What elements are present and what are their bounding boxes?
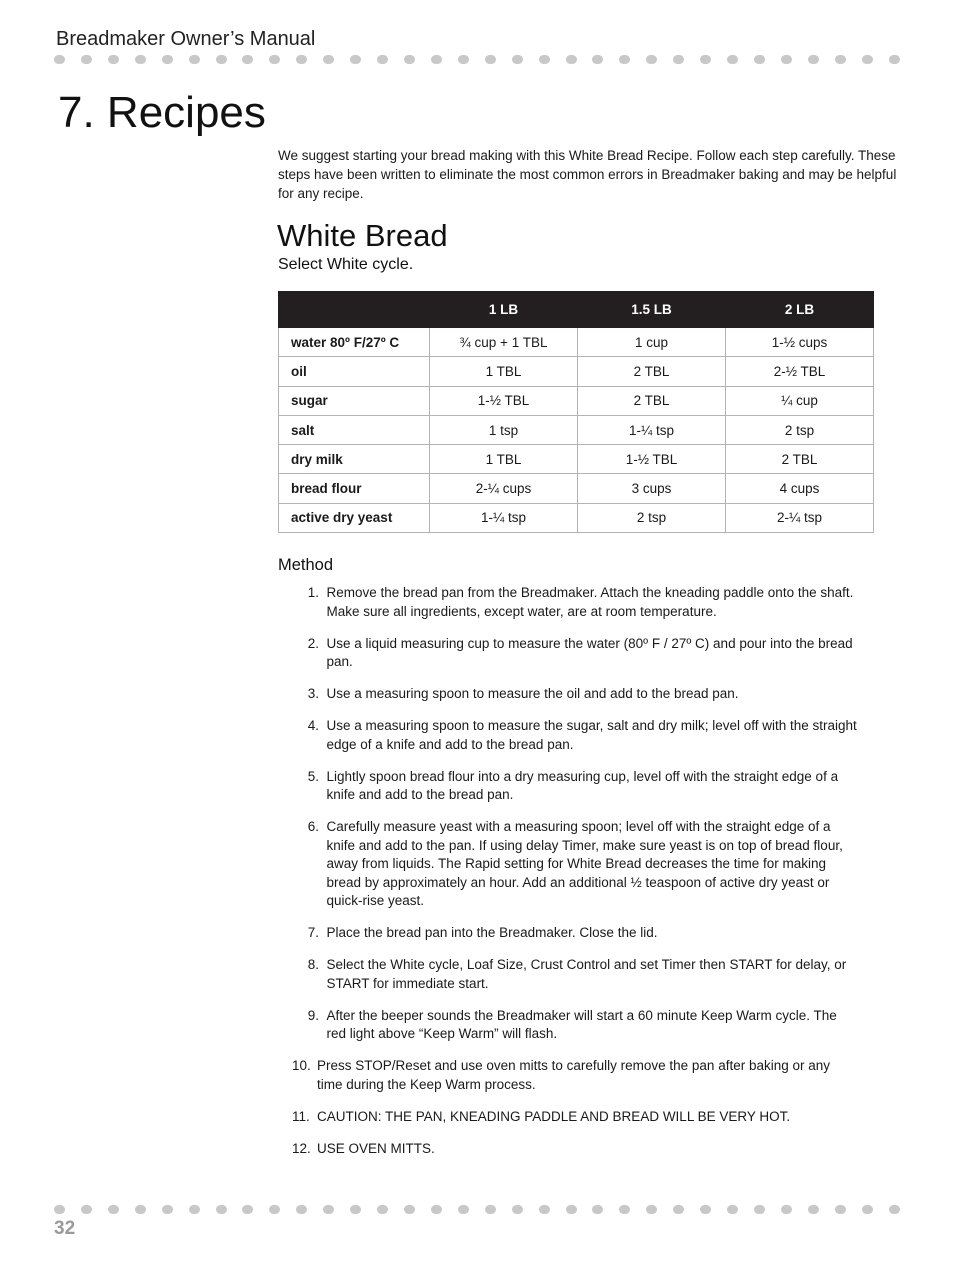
divider-dot [323, 55, 334, 64]
divider-dot [835, 55, 846, 64]
method-step [292, 584, 858, 621]
step-number: 12. [292, 1140, 311, 1156]
divider-dot [54, 55, 65, 64]
step-text: Lightly spoon bread flour into a dry measuring cup, level off with the straight edge of a knife and add to the bread pan. [326, 768, 839, 802]
method-step [292, 1007, 858, 1044]
step-text: CAUTION: THE PAN, KNEADING PADDLE AND BREAD WILL BE VERY HOT. [317, 1108, 791, 1124]
table-row [279, 445, 874, 474]
step-text: Use a liquid measuring cup to measure the water (80º F / 27º C) and pour into the bread pan. [326, 635, 853, 669]
divider-dot [404, 1205, 415, 1214]
table-header-cell [279, 292, 430, 328]
ingredient-name: salt [279, 415, 430, 444]
divider-dot [377, 1205, 388, 1214]
step-number: 7. [307, 925, 319, 940]
step-number: 1. [307, 585, 319, 600]
step-number: 2. [307, 635, 319, 651]
amount-cell: 2-½ TBL [726, 357, 874, 386]
cycle-note: Select White cycle. [278, 256, 414, 273]
divider-dot [727, 1205, 738, 1214]
page-number: 32 [54, 1218, 76, 1239]
table-row [279, 328, 874, 357]
divider-dot [862, 55, 873, 64]
method-heading: Method [278, 556, 334, 574]
method-step [292, 685, 858, 704]
divider-dot [862, 1205, 873, 1214]
step-number: 3. [307, 686, 319, 701]
table-row [279, 503, 874, 532]
amount-cell: 1 cup [578, 328, 726, 357]
divider-dot [727, 55, 738, 64]
table-header-cell: 1 LB [430, 292, 578, 328]
amount-cell: 2 TBL [578, 357, 726, 386]
divider-dot [377, 55, 388, 64]
divider-dot [431, 1205, 442, 1214]
step-text: Use a measuring spoon to measure the sugar, salt and dry milk; level off with the straight edge of a knife and add to the bread pan. [326, 718, 857, 752]
step-number: 4. [307, 718, 319, 733]
table-header-cell: 1.5 LB [578, 292, 726, 328]
method-steps-list [292, 584, 858, 1172]
divider-dot [216, 55, 227, 64]
amount-cell: 1 tsp [430, 415, 578, 444]
ingredient-name: active dry yeast [279, 503, 430, 532]
footer-dot-divider [54, 1203, 900, 1215]
divider-dot [889, 55, 900, 64]
table-row [279, 415, 874, 444]
table-row [279, 474, 874, 503]
divider-dot [404, 55, 415, 64]
divider-dot [81, 55, 92, 64]
divider-dot [108, 1205, 119, 1214]
divider-dot [135, 1205, 146, 1214]
table-row [279, 357, 874, 386]
intro-paragraph: We suggest starting your bread making with this White Bread Recipe. Follow each step carefully. These steps have been written to eliminate the most common errors in Breadmaker baking and may be helpful for any recipe. [278, 148, 897, 201]
divider-dot [135, 55, 146, 64]
method-step [292, 1057, 858, 1094]
divider-dot [700, 55, 711, 64]
amount-cell: 2 tsp [578, 503, 726, 532]
divider-dot [592, 1205, 603, 1214]
divider-dot [350, 1205, 361, 1214]
amount-cell: 2 TBL [578, 386, 726, 415]
method-step [292, 717, 858, 754]
ingredient-name: water 80º F/27º C [279, 328, 430, 357]
divider-dot [673, 55, 684, 64]
divider-dot [808, 55, 819, 64]
divider-dot [458, 55, 469, 64]
divider-dot [296, 55, 307, 64]
divider-dot [485, 55, 496, 64]
divider-dot [754, 55, 765, 64]
divider-dot [566, 55, 577, 64]
method-step [292, 924, 858, 943]
step-number: 8. [307, 957, 319, 972]
divider-dot [296, 1205, 307, 1214]
step-text: After the beeper sounds the Breadmaker will start a 60 minute Keep Warm cycle. The red light above “Keep Warm” will flash. [326, 1007, 837, 1041]
divider-dot [323, 1205, 334, 1214]
step-number: 11. [292, 1108, 310, 1124]
amount-cell: 1 TBL [430, 357, 578, 386]
table-header-cell: 2 LB [726, 292, 874, 328]
divider-dot [162, 1205, 173, 1214]
divider-dot [54, 1205, 65, 1214]
divider-dot [189, 55, 200, 64]
step-text: Select the White cycle, Loaf Size, Crust Control and set Timer then START for delay, or START for immediate start. [326, 957, 847, 991]
method-step [292, 1108, 858, 1127]
amount-cell: 2-¼ cups [430, 474, 578, 503]
divider-dot [754, 1205, 765, 1214]
divider-dot [539, 55, 550, 64]
divider-dot [458, 1205, 469, 1214]
divider-dot [646, 55, 657, 64]
amount-cell: 1-½ TBL [578, 445, 726, 474]
amount-cell: ¼ cup [726, 386, 874, 415]
step-text: Remove the bread pan from the Breadmaker. Attach the kneading paddle onto the shaft. Make sure all ingredients, except water, are at room temperature. [326, 585, 854, 619]
amount-cell: 1-¼ tsp [430, 503, 578, 532]
divider-dot [108, 55, 119, 64]
amount-cell: 4 cups [726, 474, 874, 503]
amount-cell: 3 cups [578, 474, 726, 503]
ingredient-name: sugar [279, 386, 430, 415]
divider-dot [619, 1205, 630, 1214]
step-text: Carefully measure yeast with a measuring spoon; level off with the straight edge of a knife and add to the pan. If using delay Timer, make sure yeast is on top of bread flour, away from liquids. The Rapid setting for White Bread decreases the time for making bread by approximately an hour. Add an additional ½ teaspoon of active dry yeast or quick-rise yeast. [326, 819, 843, 908]
divider-dot [512, 55, 523, 64]
divider-dot [269, 55, 280, 64]
ingredients-table [278, 291, 874, 533]
amount-cell: ¾ cup + 1 TBL [430, 328, 578, 357]
amount-cell: 1-¼ tsp [578, 415, 726, 444]
ingredient-name: dry milk [279, 445, 430, 474]
step-number: 6. [307, 819, 319, 834]
divider-dot [646, 1205, 657, 1214]
divider-dot [835, 1205, 846, 1214]
ingredient-name: oil [279, 357, 430, 386]
method-step [292, 1140, 858, 1159]
amount-cell: 2 TBL [726, 445, 874, 474]
method-step [292, 635, 858, 672]
method-step [292, 768, 858, 805]
manual-title: Breadmaker Owner’s Manual [56, 28, 316, 50]
table-row [279, 386, 874, 415]
step-number: 9. [307, 1007, 319, 1023]
divider-dot [81, 1205, 92, 1214]
divider-dot [889, 1205, 900, 1214]
divider-dot [539, 1205, 550, 1214]
amount-cell: 1-½ cups [726, 328, 874, 357]
divider-dot [619, 55, 630, 64]
method-step [292, 956, 858, 993]
divider-dot [189, 1205, 200, 1214]
divider-dot [350, 55, 361, 64]
amount-cell: 1-½ TBL [430, 386, 578, 415]
divider-dot [431, 55, 442, 64]
step-text: Place the bread pan into the Breadmaker. Close the lid. [326, 925, 658, 940]
chapter-title: 7. Recipes [58, 88, 266, 137]
amount-cell: 2-¼ tsp [726, 503, 874, 532]
divider-dot [566, 1205, 577, 1214]
divider-dot [781, 55, 792, 64]
method-step [292, 818, 858, 911]
divider-dot [216, 1205, 227, 1214]
header-dot-divider [54, 53, 900, 65]
recipe-title: White Bread [277, 218, 448, 253]
divider-dot [242, 55, 253, 64]
step-text: USE OVEN MITTS. [317, 1140, 435, 1156]
divider-dot [242, 1205, 253, 1214]
step-number: 10. [292, 1058, 311, 1073]
amount-cell: 1 TBL [430, 445, 578, 474]
divider-dot [808, 1205, 819, 1214]
step-text: Use a measuring spoon to measure the oil and add to the bread pan. [326, 686, 739, 701]
table-header-row [279, 292, 874, 328]
step-number: 5. [307, 768, 319, 784]
divider-dot [269, 1205, 280, 1214]
divider-dot [673, 1205, 684, 1214]
divider-dot [592, 55, 603, 64]
amount-cell: 2 tsp [726, 415, 874, 444]
divider-dot [700, 1205, 711, 1214]
divider-dot [781, 1205, 792, 1214]
ingredient-name: bread flour [279, 474, 430, 503]
step-text: Press STOP/Reset and use oven mitts to carefully remove the pan after baking or any time during the Keep Warm process. [317, 1058, 831, 1092]
divider-dot [485, 1205, 496, 1214]
divider-dot [162, 55, 173, 64]
divider-dot [512, 1205, 523, 1214]
